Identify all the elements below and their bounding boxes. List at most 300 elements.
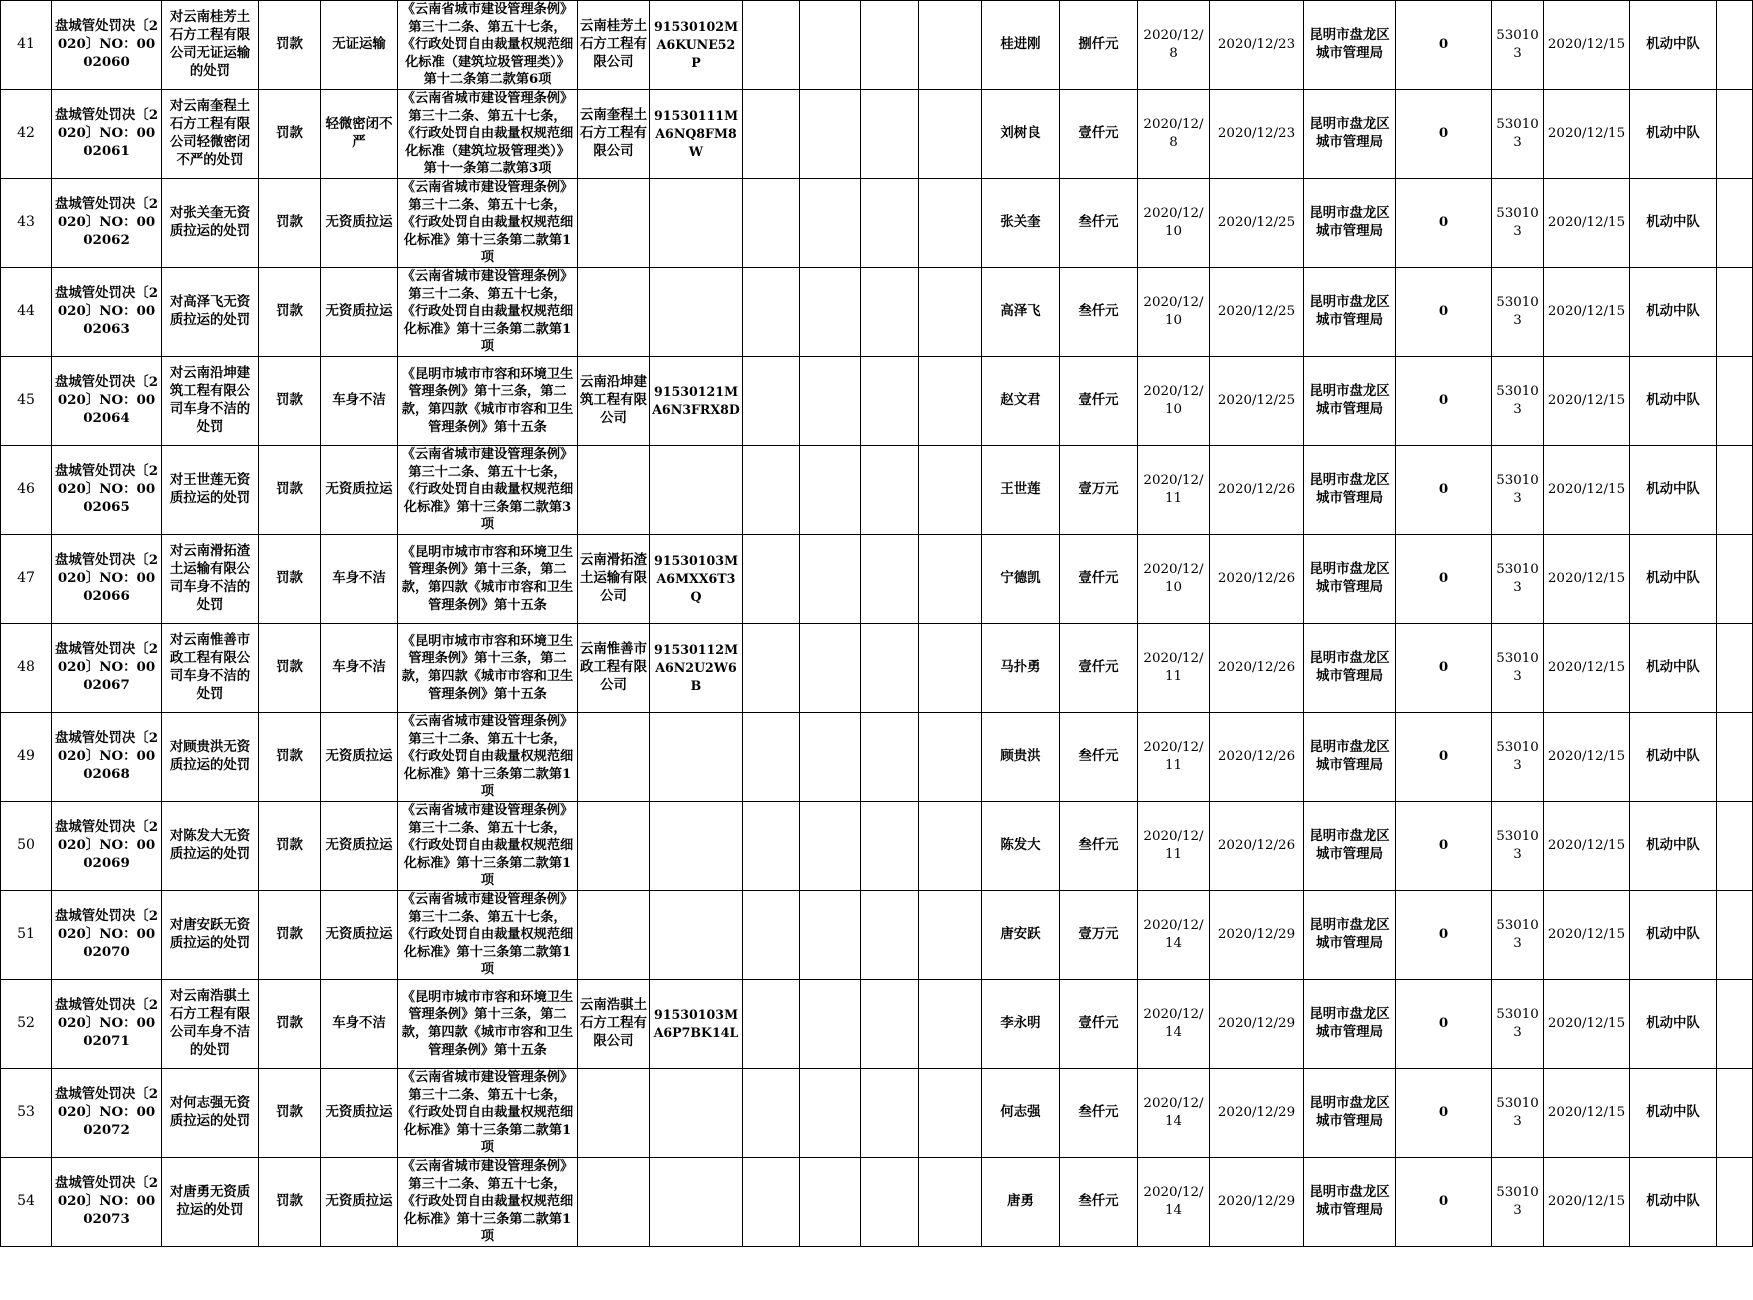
empty-cell [919,802,982,891]
empty-cell [919,446,982,535]
report-date: 2020/12/15 [1544,624,1630,713]
report-date: 2020/12/15 [1544,980,1630,1069]
decision-doc-number: 盘城管处罚决〔2020〕NO：0002065 [52,446,162,535]
case-name: 对高泽飞无资质拉运的处罚 [162,268,259,357]
legal-representative: 宁德凯 [982,535,1060,624]
current-status: 0 [1396,268,1492,357]
empty-cell [1717,535,1753,624]
credit-code: 91530111MA6NQ8FM8W [650,90,743,179]
penalty-authority: 昆明市盘龙区城市管理局 [1304,179,1396,268]
legal-basis: 《云南省城市建设管理条例》第三十二条、第五十七条，《行政处罚自由裁量权规范细化标准》第十三条第二款第3项 [398,446,578,535]
enforcement-unit: 机动中队 [1630,891,1717,980]
empty-cell [1717,446,1753,535]
penalty-amount: 壹仟元 [1060,535,1138,624]
party-organization: 云南滑拓渣土运输有限公司 [578,535,650,624]
empty-cell [1717,1158,1753,1247]
row-number: 45 [1,357,52,446]
valid-until-date: 2020/12/29 [1210,980,1304,1069]
report-date: 2020/12/15 [1544,891,1630,980]
decision-date: 2020/12/11 [1138,713,1210,802]
penalty-amount: 叁仟元 [1060,802,1138,891]
empty-cell [743,802,800,891]
empty-cell [800,891,861,980]
penalty-amount: 叁仟元 [1060,1158,1138,1247]
decision-date: 2020/12/14 [1138,891,1210,980]
table-row [1,446,1753,535]
legal-basis: 《云南省城市建设管理条例》第三十二条、第五十七条，《行政处罚自由裁量权规范细化标准》第十三条第二款第1项 [398,713,578,802]
table-row [1,268,1753,357]
decision-date: 2020/12/8 [1138,90,1210,179]
penalty-type: 罚款 [259,90,321,179]
row-number: 52 [1,980,52,1069]
region-code: 530103 [1492,624,1544,713]
empty-cell [800,980,861,1069]
penalty-authority: 昆明市盘龙区城市管理局 [1304,802,1396,891]
empty-cell [800,624,861,713]
empty-cell [1717,713,1753,802]
row-number: 42 [1,90,52,179]
region-code: 530103 [1492,357,1544,446]
empty-cell [861,1158,919,1247]
case-name: 对云南惟善市政工程有限公司车身不洁的处罚 [162,624,259,713]
region-code: 530103 [1492,802,1544,891]
legal-representative: 唐安跃 [982,891,1060,980]
row-number: 53 [1,1069,52,1158]
empty-cell [919,624,982,713]
empty-cell [861,90,919,179]
region-code: 530103 [1492,90,1544,179]
table-row [1,1158,1753,1247]
legal-representative: 刘树良 [982,90,1060,179]
empty-cell [919,90,982,179]
case-name: 对云南浩骐土石方工程有限公司车身不洁的处罚 [162,980,259,1069]
violation-reason: 无资质拉运 [321,446,398,535]
party-organization [578,1069,650,1158]
empty-cell [861,446,919,535]
decision-doc-number: 盘城管处罚决〔2020〕NO：0002070 [52,891,162,980]
party-organization: 云南沿坤建筑工程有限公司 [578,357,650,446]
empty-cell [1717,268,1753,357]
region-code: 530103 [1492,1,1544,90]
report-date: 2020/12/15 [1544,446,1630,535]
decision-doc-number: 盘城管处罚决〔2020〕NO：0002063 [52,268,162,357]
case-name: 对陈发大无资质拉运的处罚 [162,802,259,891]
penalty-authority: 昆明市盘龙区城市管理局 [1304,268,1396,357]
row-number: 54 [1,1158,52,1247]
credit-code [650,713,743,802]
empty-cell [919,1158,982,1247]
violation-reason: 轻微密闭不严 [321,90,398,179]
row-number: 47 [1,535,52,624]
region-code: 530103 [1492,980,1544,1069]
empty-cell [861,802,919,891]
current-status: 0 [1396,891,1492,980]
case-name: 对王世莲无资质拉运的处罚 [162,446,259,535]
legal-basis: 《云南省城市建设管理条例》第三十二条、第五十七条，《行政处罚自由裁量权规范细化标准（建筑垃圾管理类）》第十一条第二款第3项 [398,90,578,179]
legal-basis: 《云南省城市建设管理条例》第三十二条、第五十七条，《行政处罚自由裁量权规范细化标准》第十三条第二款第1项 [398,1158,578,1247]
empty-cell [861,1069,919,1158]
row-number: 41 [1,1,52,90]
violation-reason: 车身不洁 [321,624,398,713]
decision-doc-number: 盘城管处罚决〔2020〕NO：0002060 [52,1,162,90]
party-organization: 云南惟善市政工程有限公司 [578,624,650,713]
party-organization [578,891,650,980]
legal-basis: 《云南省城市建设管理条例》第三十二条、第五十七条，《行政处罚自由裁量权规范细化标准》第十三条第二款第1项 [398,179,578,268]
case-name: 对云南沿坤建筑工程有限公司车身不洁的处罚 [162,357,259,446]
legal-representative: 陈发大 [982,802,1060,891]
empty-cell [861,357,919,446]
empty-cell [800,446,861,535]
penalty-amount: 叁仟元 [1060,713,1138,802]
decision-doc-number: 盘城管处罚决〔2020〕NO：0002071 [52,980,162,1069]
current-status: 0 [1396,179,1492,268]
case-name: 对云南桂芳土石方工程有限公司无证运输的处罚 [162,1,259,90]
empty-cell [1717,891,1753,980]
valid-until-date: 2020/12/25 [1210,357,1304,446]
row-number: 48 [1,624,52,713]
valid-until-date: 2020/12/25 [1210,268,1304,357]
penalty-authority: 昆明市盘龙区城市管理局 [1304,891,1396,980]
penalty-amount: 壹万元 [1060,891,1138,980]
decision-date: 2020/12/10 [1138,179,1210,268]
empty-cell [1717,1,1753,90]
region-code: 530103 [1492,1158,1544,1247]
penalty-authority: 昆明市盘龙区城市管理局 [1304,90,1396,179]
penalty-type: 罚款 [259,268,321,357]
legal-basis: 《昆明市城市市容和环境卫生管理条例》第十三条，第二款，第四款《城市市容和卫生管理条例》第十五条 [398,980,578,1069]
enforcement-unit: 机动中队 [1630,1158,1717,1247]
empty-cell [743,357,800,446]
valid-until-date: 2020/12/26 [1210,802,1304,891]
empty-cell [919,1,982,90]
empty-cell [1717,802,1753,891]
empty-cell [1717,1069,1753,1158]
enforcement-unit: 机动中队 [1630,268,1717,357]
penalty-authority: 昆明市盘龙区城市管理局 [1304,713,1396,802]
row-number: 46 [1,446,52,535]
empty-cell [800,1,861,90]
table-row [1,802,1753,891]
empty-cell [800,802,861,891]
case-name: 对云南滑拓渣土运输有限公司车身不洁的处罚 [162,535,259,624]
legal-representative: 高泽飞 [982,268,1060,357]
penalty-authority: 昆明市盘龙区城市管理局 [1304,1158,1396,1247]
current-status: 0 [1396,802,1492,891]
valid-until-date: 2020/12/29 [1210,1069,1304,1158]
decision-date: 2020/12/8 [1138,1,1210,90]
empty-cell [743,179,800,268]
valid-until-date: 2020/12/23 [1210,90,1304,179]
enforcement-unit: 机动中队 [1630,713,1717,802]
violation-reason: 无资质拉运 [321,713,398,802]
decision-doc-number: 盘城管处罚决〔2020〕NO：0002062 [52,179,162,268]
enforcement-unit: 机动中队 [1630,179,1717,268]
party-organization [578,1158,650,1247]
party-organization [578,268,650,357]
case-name: 对唐安跃无资质拉运的处罚 [162,891,259,980]
legal-representative: 唐勇 [982,1158,1060,1247]
empty-cell [800,357,861,446]
party-organization [578,446,650,535]
table-row [1,1069,1753,1158]
empty-cell [800,179,861,268]
credit-code: 91530103MA6MXX6T3Q [650,535,743,624]
case-name: 对顾贵洪无资质拉运的处罚 [162,713,259,802]
table-row [1,980,1753,1069]
table-row [1,179,1753,268]
empty-cell [1717,357,1753,446]
current-status: 0 [1396,90,1492,179]
empty-cell [743,1,800,90]
empty-cell [743,446,800,535]
empty-cell [861,713,919,802]
penalty-amount: 叁仟元 [1060,268,1138,357]
credit-code: 91530112MA6N2U2W6B [650,624,743,713]
valid-until-date: 2020/12/23 [1210,1,1304,90]
report-date: 2020/12/15 [1544,268,1630,357]
credit-code [650,179,743,268]
legal-basis: 《云南省城市建设管理条例》第三十二条、第五十七条，《行政处罚自由裁量权规范细化标准》第十三条第二款第1项 [398,268,578,357]
empty-cell [1717,980,1753,1069]
penalty-type: 罚款 [259,802,321,891]
party-organization: 云南桂芳土石方工程有限公司 [578,1,650,90]
violation-reason: 无资质拉运 [321,268,398,357]
credit-code: 91530121MA6N3FRX8D [650,357,743,446]
penalty-authority: 昆明市盘龙区城市管理局 [1304,1069,1396,1158]
empty-cell [861,624,919,713]
current-status: 0 [1396,624,1492,713]
current-status: 0 [1396,1,1492,90]
case-name: 对云南奎程土石方工程有限公司轻微密闭不严的处罚 [162,90,259,179]
empty-cell [743,1069,800,1158]
enforcement-unit: 机动中队 [1630,357,1717,446]
legal-basis: 《昆明市城市市容和环境卫生管理条例》第十三条，第二款，第四款《城市市容和卫生管理条例》第十五条 [398,535,578,624]
table-row [1,90,1753,179]
violation-reason: 无资质拉运 [321,891,398,980]
current-status: 0 [1396,980,1492,1069]
legal-basis: 《昆明市城市市容和环境卫生管理条例》第十三条，第二款，第四款《城市市容和卫生管理条例》第十五条 [398,357,578,446]
table-row [1,891,1753,980]
empty-cell [743,1158,800,1247]
empty-cell [919,268,982,357]
decision-date: 2020/12/14 [1138,1158,1210,1247]
empty-cell [743,624,800,713]
decision-doc-number: 盘城管处罚决〔2020〕NO：0002067 [52,624,162,713]
empty-cell [743,90,800,179]
enforcement-unit: 机动中队 [1630,802,1717,891]
penalty-type: 罚款 [259,1069,321,1158]
violation-reason: 无资质拉运 [321,802,398,891]
region-code: 530103 [1492,268,1544,357]
empty-cell [919,535,982,624]
credit-code [650,1069,743,1158]
decision-date: 2020/12/10 [1138,268,1210,357]
empty-cell [800,535,861,624]
current-status: 0 [1396,1158,1492,1247]
empty-cell [861,891,919,980]
enforcement-unit: 机动中队 [1630,624,1717,713]
decision-doc-number: 盘城管处罚决〔2020〕NO：0002069 [52,802,162,891]
decision-date: 2020/12/14 [1138,1069,1210,1158]
credit-code: 91530102MA6KUNE52P [650,1,743,90]
region-code: 530103 [1492,713,1544,802]
party-organization [578,802,650,891]
legal-basis: 《云南省城市建设管理条例》第三十二条、第五十七条，《行政处罚自由裁量权规范细化标准》第十三条第二款第1项 [398,802,578,891]
empty-cell [919,1069,982,1158]
violation-reason: 车身不洁 [321,980,398,1069]
report-date: 2020/12/15 [1544,802,1630,891]
party-organization [578,179,650,268]
decision-doc-number: 盘城管处罚决〔2020〕NO：0002068 [52,713,162,802]
empty-cell [1717,90,1753,179]
penalty-type: 罚款 [259,713,321,802]
report-date: 2020/12/15 [1544,535,1630,624]
penalty-authority: 昆明市盘龙区城市管理局 [1304,1,1396,90]
legal-representative: 马扑勇 [982,624,1060,713]
region-code: 530103 [1492,1069,1544,1158]
penalty-amount: 叁仟元 [1060,1069,1138,1158]
legal-representative: 顾贵洪 [982,713,1060,802]
legal-representative: 张关奎 [982,179,1060,268]
valid-until-date: 2020/12/26 [1210,624,1304,713]
case-name: 对唐勇无资质拉运的处罚 [162,1158,259,1247]
report-date: 2020/12/15 [1544,1,1630,90]
report-date: 2020/12/15 [1544,357,1630,446]
party-organization: 云南奎程土石方工程有限公司 [578,90,650,179]
current-status: 0 [1396,713,1492,802]
legal-basis: 《云南省城市建设管理条例》第三十二条、第五十七条，《行政处罚自由裁量权规范细化标准》第十三条第二款第1项 [398,1069,578,1158]
case-name: 对何志强无资质拉运的处罚 [162,1069,259,1158]
report-date: 2020/12/15 [1544,179,1630,268]
penalty-amount: 叁仟元 [1060,179,1138,268]
penalty-type: 罚款 [259,446,321,535]
decision-doc-number: 盘城管处罚决〔2020〕NO：0002072 [52,1069,162,1158]
legal-representative: 李永明 [982,980,1060,1069]
report-date: 2020/12/15 [1544,1158,1630,1247]
region-code: 530103 [1492,535,1544,624]
credit-code [650,891,743,980]
enforcement-unit: 机动中队 [1630,980,1717,1069]
penalty-type: 罚款 [259,1158,321,1247]
empty-cell [800,1069,861,1158]
penalty-amount: 壹仟元 [1060,357,1138,446]
report-date: 2020/12/15 [1544,1069,1630,1158]
empty-cell [743,891,800,980]
decision-date: 2020/12/10 [1138,535,1210,624]
violation-reason: 车身不洁 [321,357,398,446]
empty-cell [861,268,919,357]
table-row [1,624,1753,713]
penalty-authority: 昆明市盘龙区城市管理局 [1304,980,1396,1069]
enforcement-unit: 机动中队 [1630,446,1717,535]
current-status: 0 [1396,357,1492,446]
case-name: 对张关奎无资质拉运的处罚 [162,179,259,268]
penalty-amount: 捌仟元 [1060,1,1138,90]
empty-cell [800,713,861,802]
decision-doc-number: 盘城管处罚决〔2020〕NO：0002061 [52,90,162,179]
report-date: 2020/12/15 [1544,713,1630,802]
row-number: 44 [1,268,52,357]
credit-code [650,268,743,357]
region-code: 530103 [1492,891,1544,980]
enforcement-unit: 机动中队 [1630,1069,1717,1158]
row-number: 50 [1,802,52,891]
empty-cell [919,980,982,1069]
empty-cell [743,535,800,624]
violation-reason: 无证运输 [321,1,398,90]
legal-basis: 《云南省城市建设管理条例》第三十二条、第五十七条，《行政处罚自由裁量权规范细化标准（建筑垃圾管理类）》第十二条第二款第6项 [398,1,578,90]
decision-doc-number: 盘城管处罚决〔2020〕NO：0002073 [52,1158,162,1247]
penalty-amount: 壹仟元 [1060,624,1138,713]
legal-representative: 赵文君 [982,357,1060,446]
empty-cell [1717,179,1753,268]
table-row [1,713,1753,802]
penalty-authority: 昆明市盘龙区城市管理局 [1304,535,1396,624]
valid-until-date: 2020/12/26 [1210,446,1304,535]
empty-cell [800,1158,861,1247]
penalty-amount: 壹仟元 [1060,90,1138,179]
penalty-authority: 昆明市盘龙区城市管理局 [1304,624,1396,713]
violation-reason: 无资质拉运 [321,1069,398,1158]
current-status: 0 [1396,1069,1492,1158]
empty-cell [1717,624,1753,713]
row-number: 43 [1,179,52,268]
empty-cell [743,268,800,357]
legal-representative: 桂进刚 [982,1,1060,90]
violation-reason: 车身不洁 [321,535,398,624]
penalty-authority: 昆明市盘龙区城市管理局 [1304,357,1396,446]
decision-date: 2020/12/11 [1138,624,1210,713]
region-code: 530103 [1492,179,1544,268]
credit-code [650,446,743,535]
party-organization [578,713,650,802]
enforcement-unit: 机动中队 [1630,1,1717,90]
decision-date: 2020/12/14 [1138,980,1210,1069]
party-organization: 云南浩骐土石方工程有限公司 [578,980,650,1069]
empty-cell [861,980,919,1069]
penalty-type: 罚款 [259,624,321,713]
valid-until-date: 2020/12/29 [1210,1158,1304,1247]
legal-representative: 何志强 [982,1069,1060,1158]
penalty-type: 罚款 [259,891,321,980]
valid-until-date: 2020/12/26 [1210,535,1304,624]
penalty-type: 罚款 [259,980,321,1069]
enforcement-unit: 机动中队 [1630,535,1717,624]
penalty-amount: 壹万元 [1060,446,1138,535]
decision-doc-number: 盘城管处罚决〔2020〕NO：0002064 [52,357,162,446]
empty-cell [919,891,982,980]
report-date: 2020/12/15 [1544,90,1630,179]
violation-reason: 无资质拉运 [321,179,398,268]
current-status: 0 [1396,535,1492,624]
decision-doc-number: 盘城管处罚决〔2020〕NO：0002066 [52,535,162,624]
valid-until-date: 2020/12/25 [1210,179,1304,268]
empty-cell [919,357,982,446]
legal-basis: 《云南省城市建设管理条例》第三十二条、第五十七条，《行政处罚自由裁量权规范细化标准》第十三条第二款第1项 [398,891,578,980]
penalty-type: 罚款 [259,179,321,268]
empty-cell [861,1,919,90]
empty-cell [861,535,919,624]
decision-date: 2020/12/10 [1138,357,1210,446]
empty-cell [800,268,861,357]
credit-code [650,1158,743,1247]
table-row [1,535,1753,624]
violation-reason: 无资质拉运 [321,1158,398,1247]
penalty-type: 罚款 [259,1,321,90]
table-row [1,1,1753,90]
credit-code: 91530103MA6P7BK14L [650,980,743,1069]
empty-cell [861,179,919,268]
